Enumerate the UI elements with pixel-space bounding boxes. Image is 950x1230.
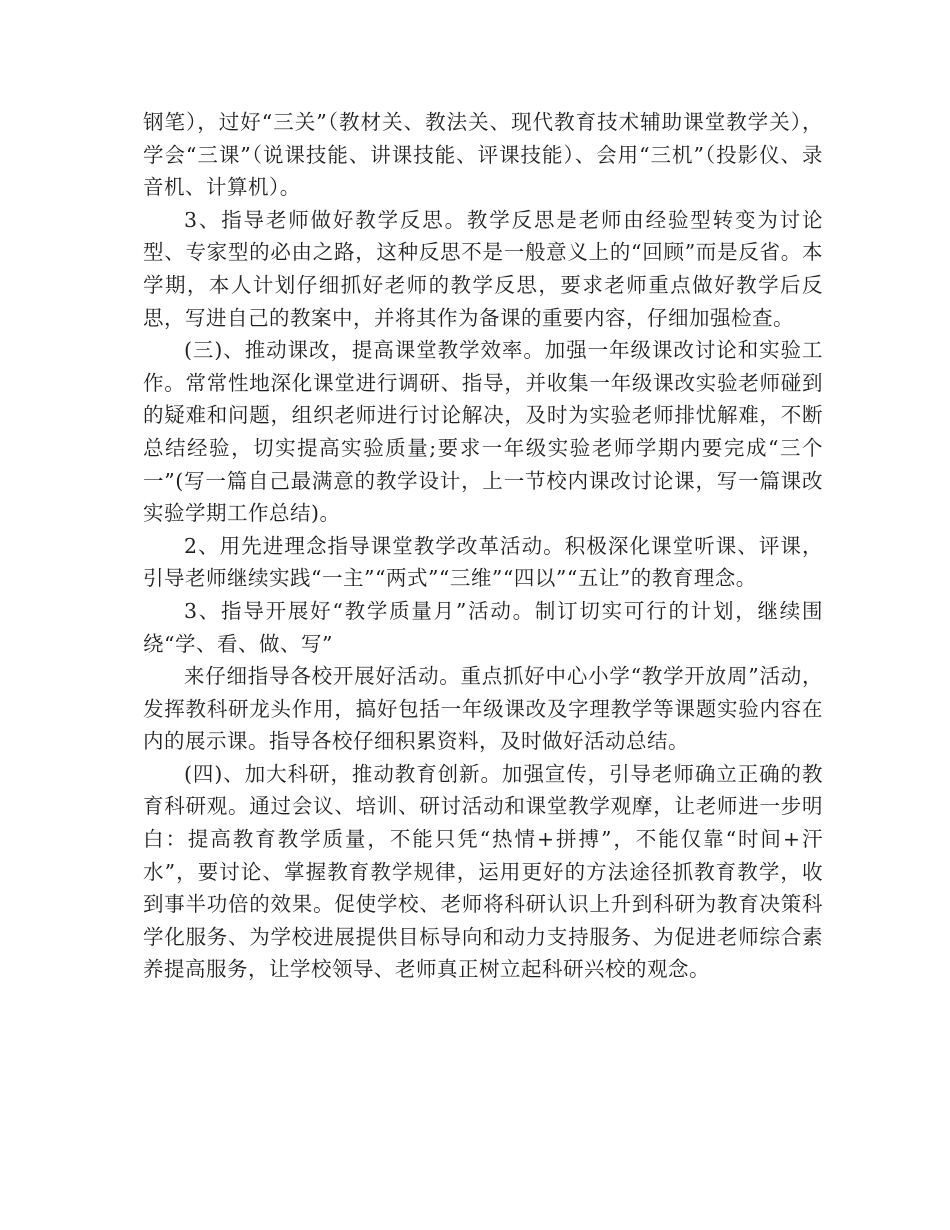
paragraph-2: 3、指导老师做好教学反思。教学反思是老师由经验型转变为讨论型、专家型的必由之路，这种反思不是一般意义上的“回顾”而是反省。本学期，本人计划仔细抓好老师的教学反思，要求老师重点做好教学后反思，写进自己的教案中，并将其作为备课的重要内容，仔细加强检查。 [143,207,823,330]
paragraph-4: 2、用先进理念指导课堂教学改革活动。积极深化课堂听课、评课，引导老师继续实践“一主”“两式”“三维”“四以”“五让”的教育理念。 [143,533,823,591]
paragraph-6: 来仔细指导各校开展好活动。重点抓好中心小学“教学开放周”活动，发挥教科研龙头作用，搞好包括一年级课改及字理教学等课题实验内容在内的展示课。指导各校仔细积累资料，及时做好活动总结。 [143,664,823,754]
paragraph-3: (三)、推动课改，提高课堂教学效率。加强一年级课改讨论和实验工作。常常性地深化课堂进行调研、指导，并收集一年级课改实验老师碰到的疑难和问题，组织老师进行讨论解决，及时为实验老师排忧解难，不断总结经验，切实提高实验质量;要求一年级实验老师学期内要完成“三个一”(写一篇自己最满意的教学设计，上一节校内课改讨论课，写一篇课改实验学期工作总结)。 [143,338,823,526]
paragraph-1: 钢笔），过好“三关”（教材关、教法关、现代教育技术辅助课堂教学关），学会“三课”（说课技能、讲课技能、评课技能）、会用“三机”（投影仪、录音机、计算机）。 [143,110,823,200]
body-text [143,106,823,986]
paragraph-7: (四)、加大科研，推动教育创新。加强宣传，引导老师确立正确的教育科研观。通过会议、培训、研讨活动和课堂教学观摩，让老师进一步明白：提高教育教学质量，不能只凭“热情+拼搏”，不能仅靠“时间+汗水”，要讨论、掌握教育教学规律，运用更好的方法途径抓教育教学，收到事半功倍的效果。促使学校、老师将科研认识上升到科研为教育决策科学化服务、为学校进展提供目标导向和动力支持服务、为促进老师综合素养提高服务，让学校领导、老师真正树立起科研兴校的观念。 [143,761,823,982]
paragraph-5: 3、指导开展好“教学质量月”活动。制订切实可行的计划，继续围绕“学、看、做、写” [143,598,823,656]
